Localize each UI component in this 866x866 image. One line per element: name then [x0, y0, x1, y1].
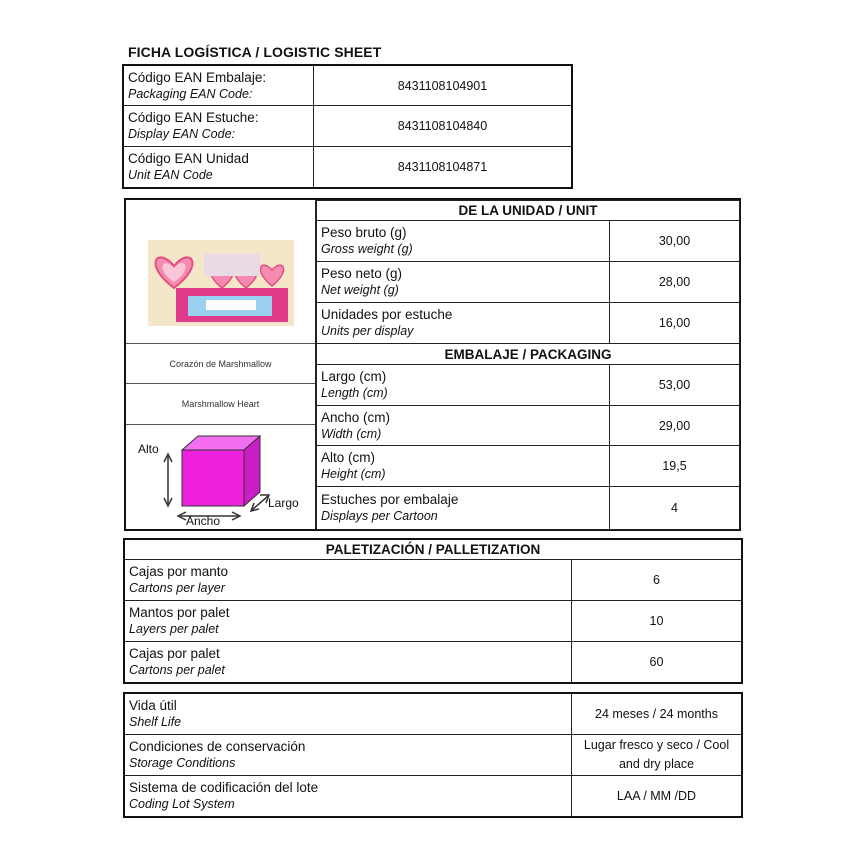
row-label-es: Vida útil [129, 698, 177, 713]
unit-row [317, 262, 740, 303]
row-value: 28,00 [610, 262, 740, 303]
row-label-en: Net weight (g) [321, 283, 399, 297]
shelf-row [125, 735, 742, 776]
row-value: 19,5 [610, 446, 740, 487]
shelf-row [125, 776, 742, 817]
box-dimensions-diagram [126, 426, 315, 529]
product-name-en: Marshmallow Heart [126, 384, 315, 425]
row-value: 6 [572, 560, 742, 601]
row-value: 53,00 [610, 365, 740, 406]
row-label-es: Mantos por palet [129, 605, 230, 620]
unit-packaging-table [316, 200, 740, 530]
ean-label-es: Código EAN Estuche: [128, 110, 259, 125]
row-label-es: Unidades por estuche [321, 307, 453, 322]
ean-label-en: Unit EAN Code [128, 168, 213, 182]
row-label-es: Ancho (cm) [321, 409, 391, 425]
row-label-es: Cajas por palet [129, 646, 220, 661]
row-label-es: Largo (cm) [321, 369, 387, 384]
row-value: 60 [572, 642, 742, 683]
row-label-es: Cajas por manto [129, 564, 229, 579]
unit-packaging-block [124, 198, 741, 531]
ean-value: 8431108104871 [314, 147, 572, 188]
ean-value: 8431108104840 [314, 106, 572, 147]
product-name-es: Corazón de Marshmallow [126, 343, 315, 384]
ean-label-es: Código EAN Embalaje: [128, 69, 267, 85]
palletization-table [124, 539, 742, 683]
palletization-row [125, 560, 742, 601]
ean-row-unit [124, 147, 572, 188]
palletization-header-row [125, 540, 742, 560]
row-label-es: Condiciones de conservación [129, 739, 306, 754]
ean-label-es: Código EAN Unidad [128, 151, 249, 166]
packaging-row [317, 406, 740, 446]
unit-header-row [317, 201, 740, 221]
row-label-es: Peso neto (g) [321, 266, 403, 281]
ean-label-en: Display EAN Code: [128, 127, 235, 141]
row-value: 29,00 [610, 406, 740, 446]
row-label-en: Units per display [321, 324, 414, 338]
row-label-en: Height (cm) [321, 467, 386, 481]
ean-row-display [124, 106, 572, 147]
palletization-row [125, 642, 742, 683]
ancho-label: Ancho [186, 514, 221, 528]
row-value: 30,00 [610, 221, 740, 262]
ean-value: 8431108104901 [314, 66, 572, 106]
ean-table [123, 65, 572, 188]
ean-label-en: Packaging EAN Code: [128, 86, 253, 101]
row-label-es: Peso bruto (g) [321, 225, 407, 240]
packaging-row [317, 365, 740, 406]
row-value: 4 [610, 487, 740, 530]
row-label-en: Cartons per layer [129, 581, 225, 595]
packaging-row [317, 487, 740, 530]
packaging-header-row [317, 344, 740, 365]
row-value: LAA / MM /DD [572, 776, 742, 817]
row-value: 24 meses / 24 months [572, 694, 742, 735]
packaging-header: EMBALAJE / PACKAGING [317, 344, 740, 365]
row-label-en: Coding Lot System [129, 797, 235, 811]
shelf-life-table [124, 693, 742, 817]
row-label-es: Alto (cm) [321, 450, 375, 465]
row-value: Lugar fresco y seco / Cool and dry place [572, 735, 742, 776]
palletization-header: PALETIZACIÓN / PALLETIZATION [125, 540, 742, 560]
unit-header: DE LA UNIDAD / UNIT [317, 201, 740, 221]
row-label-es: Estuches por embalaje [321, 492, 459, 507]
alto-label: Alto [138, 442, 159, 456]
row-label-en: Shelf Life [129, 715, 182, 729]
row-label-en: Cartons per palet [129, 663, 225, 677]
row-label-en: Displays per Cartoon [321, 509, 438, 523]
palletization-row [125, 601, 742, 642]
row-value: 16,00 [610, 303, 740, 344]
product-image [148, 240, 294, 326]
row-label-es: Sistema de codificación del lote [129, 780, 319, 795]
unit-row [317, 221, 740, 262]
ean-row-packaging [124, 66, 572, 106]
row-label-en: Length (cm) [321, 386, 388, 400]
row-label-en: Width (cm) [321, 426, 382, 441]
largo-label: Largo [268, 496, 299, 510]
product-column [126, 200, 316, 529]
row-label-en: Storage Conditions [129, 756, 236, 770]
packaging-row [317, 446, 740, 487]
shelf-row [125, 694, 742, 735]
sheet-title: FICHA LOGÍSTICA / LOGISTIC SHEET [128, 44, 382, 60]
row-label-en: Gross weight (g) [321, 242, 413, 256]
unit-row [317, 303, 740, 344]
row-value: 10 [572, 601, 742, 642]
row-label-en: Layers per palet [129, 622, 219, 636]
